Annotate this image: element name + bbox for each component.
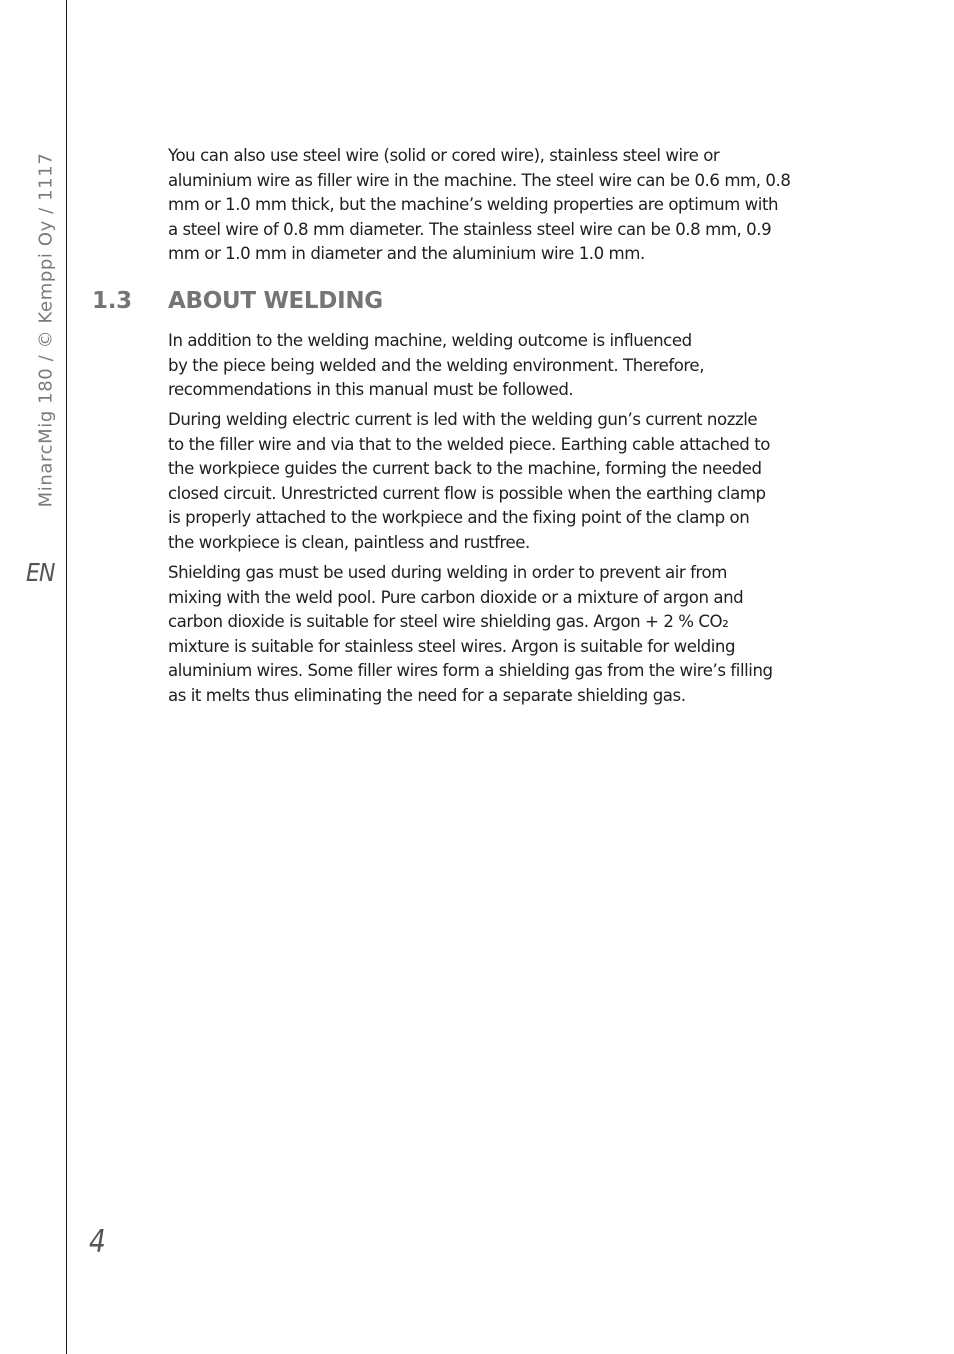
section-paragraph: During welding electric current is led with the welding gun’s current nozzle to the filler wire and via that to the welded piece. Earthing cable attached to the workpiece guides the current back to the machine, forming the needed closed circuit. Unrestricted current flow is possible when the earthing clamp is properly attached to the workpiece and the fixing point of the clamp on the workpiece is clean, paintless and rustfree.	[168, 410, 770, 552]
language-marker: EN	[26, 558, 55, 587]
running-footer: MinarcMig 180 / © Kemppi Oy / 1117	[35, 152, 57, 508]
section-paragraph: Shielding gas must be used during welding in order to prevent air from mixing with the weld pool. Pure carbon dioxide or a mixture of argon and carbon dioxide is suitable for steel wire shielding gas. Argon + 2 % CO₂ mixture is suitable for stainless steel wires. Argon is suitable for welding aluminium wires. Some filler wires form a shielding gas from the wire’s filling as it melts thus eliminating the need for a separate shielding gas.	[168, 563, 773, 705]
section-paragraph: In addition to the welding machine, welding outcome is influenced by the piece being welded and the welding environment. Therefore, recommendations in this manual must be followed.	[168, 331, 705, 399]
section-title: ABOUT WELDING	[168, 288, 383, 314]
intro-paragraph: You can also use steel wire (solid or cored wire), stainless steel wire or aluminium wire as filler wire in the machine. The steel wire can be 0.6 mm, 0.8 mm or 1.0 mm thick, but the machine’s welding properties are optimum with a steel wire of 0.8 mm diameter. The stainless steel wire can be 0.8 mm, 0.9 mm or 1.0 mm in diameter and the aluminium wire 1.0 mm.	[168, 146, 791, 263]
margin-rule	[66, 0, 67, 1354]
section-number: 1.3	[92, 288, 132, 314]
page-number: 4	[89, 1224, 106, 1260]
